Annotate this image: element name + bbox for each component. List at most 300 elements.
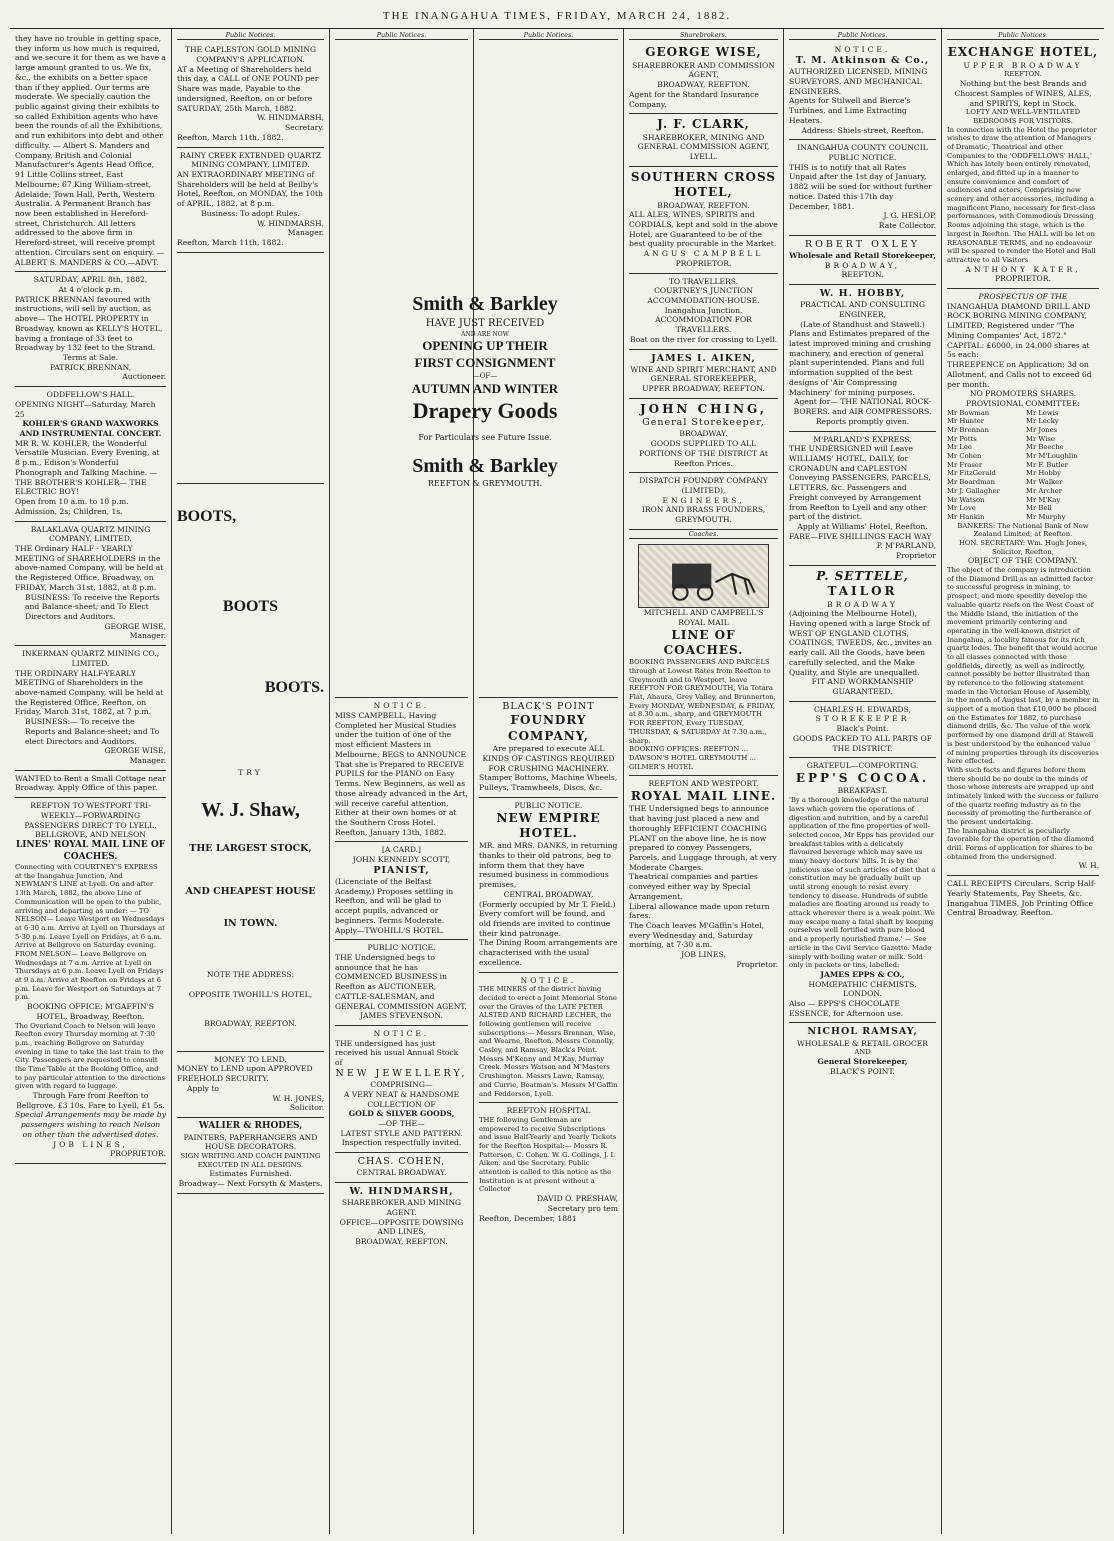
ching-ad: [629, 399, 778, 473]
boat: Boat on the river for crossing to Lyell.: [629, 334, 778, 344]
committee-member: Mr Love: [947, 504, 976, 513]
epps-body: 'By a thorough knowledge of the natural laws which govern the operations of digestion and nutrition, and by a careful application of the fine properties of well-selected cocoa, Mr Epps has provided our breakfast tables with a delicately flavoured beverage which may save us many heavy doctors' bills. It is by the judicious use of such articles of diet that a constitution may be gradually built up until strong enough to resist every tendency to disease. Hundreds of subtle maladies are floating around us ready to attack wherever there is a weak point. We may escape many a fatal shaft by keeping ourselves well fortified with pure blood and a properly nourished frame.' — See article in the Civil Service Gazette. Made simply with boiling water or milk. Sold only in packets or tins, labelled:: [789, 796, 936, 970]
money-body: MONEY to LEND upon APPROVED FREEHOLD SECURITY.: [177, 1064, 313, 1084]
committee-member: Mr Brennan: [947, 426, 989, 435]
express-ad: [789, 432, 936, 566]
sc-address: BROADWAY, REEFTON.: [657, 200, 750, 210]
hobby-reports: Reports promptly given.: [815, 416, 910, 426]
rainy-title: RAINY CREEK EXTENDED QUARTZ MINING COMPANY, LIMITED.: [179, 150, 322, 170]
exchange-sign: ANTHONY KATER,: [965, 264, 1081, 274]
committee-member: Mr Hunter: [947, 417, 985, 426]
edwards-sub: STOREKEEPER: [815, 714, 910, 724]
hospital-sign: DAVID O. PRESHAW,: [536, 1194, 618, 1204]
hobby-agent: Agent for— THE NATIONAL ROCK-BORERS. and AIR COMPRESSORS.: [793, 397, 932, 417]
balaklava-body: THE Ordinary HALF - YEARLY MEETING of SHAREHOLDERS in the above-named Company, will be held at the Registered Office, Broadway, on FRIDAY, March 31st, 1882, at 8 p.m.: [15, 543, 164, 592]
rml-sign: JOB LINES,: [681, 950, 726, 960]
wise-agent: Agent for the Standard Insurance Company.: [629, 89, 759, 109]
royal-mail-ad: [629, 776, 778, 973]
money-apply: Apply to: [187, 1083, 219, 1093]
cohen-ad: [335, 1153, 468, 1183]
exhibition-notice: they have no trouble in getting space, they inform us how much is required, and we secure it for them as we have a large amount granted to us. We fix, &c., the exhibits on a better space than if they applied. Our terms are moderate. We specially caution the public against giving their exhibits to so called Exhibition agents who have been the rounds of all the Exhibitions, and run exhibitors into debt and other difficulty. — Albert S. Manders and Company, British and Colonial Manufacturer's Agents Head Office, 91 Little Collins street, East Melbourne; 67 King William-street, Adelaide; Town Hall, Perth, Western Australia. A Permanent Branch has now been established in Hereford-street, Christchurch. All letters addressed to the above firm in Hereford-street, will receive prompt attention. Circulars sent on enquiry. —ALBERT S. MANDERS & CO.—ADVT.: [15, 31, 166, 272]
committee-member: Mr F. Butler: [1026, 460, 1068, 469]
empire-ad: [479, 798, 618, 973]
balaklava-title: BALAKLAVA QUARTZ MINING COMPANY, LIMITED.: [30, 524, 151, 544]
column-7: [942, 29, 1104, 1534]
dispatch-iron: IRON AND BRASS FOUNDERS,: [641, 505, 766, 515]
smith-barkley-ad: [335, 292, 635, 489]
wise-address: BROADWAY, REEFTON.: [657, 80, 750, 90]
boots-2: BOOTS: [222, 598, 279, 616]
mc-booking: BOOKING OFFICES: REEFTON ... DAWSON'S HOTEL GREYMOUTH ... GILMER'S HOTEL: [629, 745, 756, 771]
clark-body: SHAREBROKER, MINING AND GENERAL COMMISSION AGENT,: [637, 132, 770, 152]
travellers: TO TRAVELLERS.: [668, 276, 739, 286]
westport-heading: REEFTON TO WESTPORT TRI-WEEKLY—FORWARDING PASSENGERS DIRECT TO LYELL, BELLGROVE, AND NELSON: [24, 801, 157, 840]
rainy-creek-ad: [177, 148, 324, 253]
sb-line-3: OPENING UP THEIR: [422, 338, 548, 354]
exchange-title: EXCHANGE HOTEL,: [947, 45, 1099, 60]
section-header: Public Notices.: [479, 31, 618, 40]
hobby-body: PRACTICAL AND CONSULTING ENGINEER,: [799, 300, 926, 319]
council-ad: [789, 140, 936, 235]
committee-member: Mr Bell: [1026, 504, 1052, 513]
jewel-b4: —OF THE—: [378, 1118, 425, 1128]
prospectus-ad: [947, 289, 1099, 876]
scott-body: (Licenciate of the Belfast Academy,) Proposes settling in Reefton, and will be glad to accept pupils, advanced or beginners. Terms Moderate. Apply—TWOHILL'S HOTEL.: [335, 876, 454, 935]
tailor: TAILOR: [827, 584, 898, 599]
exchange-role: PROPRIETOR.: [995, 274, 1051, 284]
sb-line-1: HAVE JUST RECEIVED: [425, 317, 545, 329]
aiken-name: JAMES I. AIKEN,: [651, 352, 756, 364]
walier-estimates: Estimates Furnished.: [209, 1169, 292, 1179]
edwards-ad: [789, 702, 936, 759]
column-2: [172, 29, 330, 1534]
hind-name: W. HINDMARSH,: [349, 1185, 454, 1197]
miners-body: THE MINERS of the district having decided to erect a Joint Memorial Stone over the Graves of the LATE PETER ALSTED AND RICHARD LECHER, the following gentlemen will receive subscriptions:— Messrs Brennan, Wise, and Wearne, Reefton. Messrs Connolly, Casley, and Ramsay, Black's Point. Messrs M'Kenny and M'Kay, Murray Creek. Messrs Watson and M'Masters Crushington. Messrs Lawn, Ramsay, and Currie, Boatman's. Messrs M'Gaffin and Fedderson, Lyell.: [479, 985, 618, 1098]
committee-member: Mr Walker: [1026, 478, 1063, 487]
scott-ad: [335, 842, 468, 940]
largest-stock: THE LARGEST STOCK,: [189, 843, 312, 855]
column-6: [784, 29, 942, 1534]
committee-member: Mr Murphy: [1026, 512, 1066, 521]
comfort: Every comfort will be found, and old friends are invited to continue their kind patronage.: [479, 909, 611, 938]
danks-body: MR. and MRS. DANKS, in returning thanks to their old patrons, beg to inform them that they have resumed business in commodious premises,: [479, 841, 618, 890]
walier-body: PAINTERS, PAPERHANGERS AND HOUSE DECORATORS.: [183, 1132, 318, 1152]
aiken-ad: [629, 350, 778, 399]
column-1: [10, 29, 172, 1534]
campbell-ad: [335, 698, 468, 842]
hospital-ad: [479, 1103, 618, 1227]
sb-line-2: AND ARE NOW: [461, 330, 509, 338]
epps-title: EPP'S COCOA.: [795, 771, 930, 786]
bp-items: Stamper Bottoms, Machine Wheels, Pulleys, Tramwheels, Discs, &c.: [479, 773, 618, 793]
masthead: THE INANGAHUA TIMES, FRIDAY, MARCH 24, 1882.: [10, 6, 1104, 29]
ching-sub: General Storekeeper,: [642, 417, 765, 429]
committee-member: Mr M'Kay: [1026, 495, 1061, 504]
no-promoters: NO PROMOTERS SHARES.: [969, 389, 1077, 399]
grateful: GRATEFUL—COMFORTING.: [806, 761, 919, 771]
mc-line: LINE OF COACHES.: [663, 627, 744, 657]
courtney-ad: [629, 274, 778, 350]
col4-notices: [479, 697, 618, 1227]
sb-name-2: Smith & Barkley: [412, 454, 558, 477]
inkerman-role: Manager.: [129, 756, 166, 766]
atk-name: T. M. Atkinson & Co.,: [795, 55, 930, 67]
mc-sub: ROYAL MAIL: [678, 617, 729, 627]
dispatch-ad: [629, 473, 778, 530]
clark-name: J. F. CLARK,: [657, 117, 750, 132]
accommodation: ACCOMMODATION FOR TRAVELLERS.: [655, 315, 752, 335]
memorial-ad: [479, 973, 618, 1104]
coaches-header: Coaches.: [629, 530, 778, 539]
dispatch-engineers: ENGINEERS,: [662, 495, 745, 505]
committee-member: Mr Lewis: [1026, 408, 1059, 417]
column-4: [474, 29, 624, 1534]
coach-icon: [639, 545, 767, 607]
hotel-sale-ad: [15, 272, 166, 387]
exchange-hall: In connection with the Hotel the proprietor wishes to draw the attention of Managers of Dramatic, Theatrical and other Companies to the 'ODDFELLOWS' HALL,' Which has lately been entirely renovated, enlarged, and fitted up in a manner to ensure convenience and comfort of audiences and actors, Comprising new scenery and other accessories, including a magnificent Piano, necessary for first-class performances, with Commodious Dressing Rooms adjoining the stage, which is the largest in Reefton. The HALL will be let on REASONABLE TERMS, and no endeavour will be spared to render the Hotel and Hall attractive to all Visitors: [947, 125, 1097, 264]
object-body: The object of the company is introduction of the Diamond Drill as an admitted factor to successful progress in mining, to prospect, and more speedily develop the valuable quartz reefs on the West Coast of the Middle Island, the initiation of the movement primarily centering and operating in the well-known district of Inangahua, a locality famous for its rich quartz lodes. The benefit that would accrue to all classes connected with those goldfields, directly, as well as indirectly, cannot possibly be better illustrated than by reference to the following statement made in the Victorian House of Assembly, in the month of August last, by a member in support of a motion that £10,000 be placed on the Estimates for 1882, to purchase diamond drills, &c. The value of the work performed by one diamond drill at Stawell is best understood by the enhanced value of mining properties through its discoveries here effected.: [947, 566, 1099, 766]
exchange-rooms: LOFTY AND WELL-VENTILATED BEDROOMS FOR VISITORS.: [965, 108, 1081, 125]
walier-address: Broadway— Next Forsyth & Masters.: [178, 1179, 323, 1189]
prospectus-title: PROSPECTUS OF THE: [978, 292, 1068, 302]
cohen-name: CHAS. COHEN,: [357, 1156, 446, 1168]
ching-name: JOHN CHING,: [639, 401, 768, 416]
aiken-body: WINE AND SPIRIT MERCHANT, AND GENERAL STOREKEEPER,: [630, 364, 777, 384]
call-body: Inangahua TIMES, Job Printing Office: [947, 898, 1093, 908]
note-address: NOTE THE ADDRESS:: [206, 969, 295, 979]
sc-role: PROPRIETOR.: [675, 258, 732, 268]
walier-title: WALIER & RHODES,: [198, 1121, 303, 1131]
kohler-open: Open from 10 a.m. to 10 p.m. Admission, 2s; Children, 1s.: [15, 497, 129, 516]
call-title: CALL RECEIPTS Circulars, Scrip Half-Yearly Statements, Pay Sheets, &c.: [947, 879, 1096, 898]
walier-ad: [177, 1118, 324, 1194]
hall-title: ODDFELLOW'S HALL.: [46, 390, 135, 400]
council-sub: PUBLIC NOTICE.: [828, 152, 897, 162]
blacks-point-ad: [479, 698, 618, 797]
bp-body: Are prepared to execute ALL KINDS OF CASTINGS REQUIRED FOR CRUSHING MACHINERY.: [482, 744, 615, 773]
section-header: Public Notices.: [789, 31, 936, 40]
inkerman-sign: GEORGE WISE,: [104, 746, 166, 756]
wise-name: GEORGE WISE,: [645, 45, 762, 60]
ramsay-and: AND: [854, 1048, 871, 1057]
rml-role: Proprietor.: [736, 959, 778, 969]
oxley-ad: [789, 236, 936, 285]
rml-body: THE Undersigned begs to announce that having just placed a new and thoroughly EFFICIENT COACHING PLANT on the above line, he is now prepared to convey Passengers, Parcels, and Luggage through, at very Moderate Charges.: [629, 804, 777, 872]
walier-sign: SIGN WRITING AND COACH PAINTING EXECUTED IN ALL DESIGNS.: [180, 1151, 321, 1169]
tailor-address: BROADWAY: [827, 599, 898, 609]
clark-ad: [629, 114, 778, 167]
sale-sign: PATRICK BRENNAN,: [49, 362, 132, 372]
express-fare: FARE—FIVE SHILLINGS EACH WAY: [789, 531, 932, 541]
bankers: BANKERS: The National Bank of New Zealand Limited, at Reefton.: [957, 521, 1089, 539]
atk-notice: NOTICE.: [834, 45, 891, 55]
money-role: Solicitor.: [289, 1103, 324, 1113]
object-more: With such facts and figures before them there should be no doubt in the minds of those whose interests are wrapped up and intimately linked with the success or failure of the quartz reefing industry as to the necessity of promoting the furtherance of the present undertaking.: [947, 765, 1099, 827]
committee-member: Mr Hobby: [1026, 469, 1061, 478]
jewel-b6: Inspection respectfully invited.: [341, 1138, 462, 1148]
boots-3: BOOTS.: [264, 678, 324, 696]
balaklava-sign: GEORGE WISE,: [104, 621, 166, 631]
hospital-body: THE following Gentleman are empowered to receive Subscriptions and issue Half-Yearly and Yearly Tickets for the Reefton Hospital:— Messrs R. Patterson, C. Cohen. W. G. Collings, J. I. Aiken. and the Secretary. Public attention is called to this notice as the Institution is at present without a Collector: [479, 1115, 617, 1194]
try: TRY: [238, 768, 263, 778]
jewel-b1: COMPRISING—: [370, 1080, 433, 1090]
sale-role: Auctioneer.: [122, 372, 166, 382]
sb-line-4: FIRST CONSIGNMENT: [414, 355, 556, 370]
edwards-name: CHARLES H. EDWARDS,: [814, 704, 911, 714]
balaklava-ad: [15, 522, 166, 647]
council-body: THIS is to notify that all Rates Unpaid after the 1st day of January, 1882 will be sued for without further notice. Dated this 17th day December, 1881.: [789, 162, 932, 211]
central-broadway: CENTRAL BROADWAY,: [503, 889, 594, 899]
in-town: IN TOWN.: [223, 917, 278, 929]
hospital-date: Reefton, December, 1881: [479, 1213, 577, 1223]
shaw-boots-ad: [177, 483, 324, 1052]
card: [A CARD.]: [381, 845, 422, 855]
lines-role: PROPRIETOR.: [110, 1149, 166, 1159]
ramsay-general: General Storekeeper,: [817, 1057, 908, 1067]
inkerman-body: THE ORDINARY HALF-YEARLY MEETING of Shareholders in the above-named Company, will be held at the Registered Office, Reefton, on Friday, March 31st, 1882, at 7 p.m.: [15, 668, 164, 717]
balaklava-business: BUSINESS: To receive the Reports and Balance-sheet; and To Elect Directors and Auditors.: [25, 592, 160, 621]
bp-title: BLACK'S POINT: [502, 701, 595, 713]
sb-line-8: For Particulars see Future Issue.: [418, 433, 552, 443]
council-sign: J. G. HESLOP,: [883, 211, 936, 221]
sale-date: SATURDAY, APRIL 8th, 1882,: [33, 275, 148, 285]
cohen-address: CENTRAL BROADWAY.: [356, 1168, 447, 1178]
committee-list: [947, 409, 1099, 522]
coach-illustration: [638, 544, 768, 608]
capleston-ad: [177, 42, 324, 147]
hind-address: BROADWAY, REEFTON.: [355, 1237, 448, 1246]
boots-1: BOOTS,: [177, 507, 237, 525]
stevenson-sign: JAMES STEVENSON.: [360, 1011, 443, 1021]
rainy-business: Business: To adopt Rules.: [201, 208, 300, 218]
epps-chemists: HOMŒPATHIC CHEMISTS,: [808, 979, 917, 989]
ramsay-ad: [789, 1023, 936, 1080]
balaklava-role: Manager.: [129, 631, 166, 641]
dispatch-title: DISPATCH FOUNDRY COMPANY (LIMITED),: [639, 476, 768, 495]
edwards-goods: GOODS PACKED TO ALL PARTS OF THE DISTRICT.: [793, 733, 932, 753]
lines-title: LINES' ROYAL MAIL LINE OF COACHES.: [15, 840, 166, 862]
committee-member: Mr Wise: [1026, 434, 1055, 443]
oxley-sub: Wholesale and Retail Storekeeper,: [789, 250, 936, 260]
capleston-role: Secretary.: [285, 123, 324, 133]
threepence: THREEPENCE on Application; 3d on Allotment, and Calls not to exceed 6d per month.: [947, 360, 1092, 389]
section-header: Public Notices.: [335, 31, 468, 40]
committee-member: Mr M'Loughlin: [1026, 452, 1078, 461]
jewel-b2: A VERY NEAT & HANDSOME COLLECTION OF: [343, 1089, 460, 1109]
hobby-name: W. H. HOBBY,: [819, 288, 906, 299]
special-arrangements: Special Arrangements may be made by passengers wishing to reach Nelson on other than the advertised dates.: [15, 1110, 166, 1139]
inkerman-ad: [15, 646, 166, 771]
smith-barkley-left: [335, 42, 559, 697]
hospital-role: Secretary pro tem: [547, 1203, 618, 1213]
exchange-ad: [947, 42, 1099, 289]
inkerman-business: BUSINESS:— To receive the Reports and Balance-sheet; and To elect Directors and Auditors.: [25, 717, 160, 746]
dispatch-location: GREYMOUTH.: [675, 515, 732, 525]
empire-public: PUBLIC NOTICE.: [514, 800, 583, 810]
spacer: [177, 253, 324, 483]
hobby-late: (Late of Standhust and Stawell.): [800, 319, 925, 329]
committee-member: Mr Cohen: [947, 452, 982, 461]
theatre: Theatrical companies and parties conveyed either way by Special Arrangement.: [629, 872, 758, 901]
committee-member: Mr Beeche: [1026, 443, 1064, 452]
council-role: Rate Collector.: [878, 220, 936, 230]
atk-body: AUTHORIZED LICENSED, MINING SURVEYORS, AND MECHANICAL ENGINEERS.: [789, 67, 928, 96]
stevenson-ad: [335, 940, 468, 1026]
lines-sign: JOB LINES,: [53, 1139, 128, 1149]
oxley-address: BROADWAY,: [824, 260, 901, 270]
committee-member: Mr Archer: [1026, 486, 1062, 495]
section-header: Public Notices.: [947, 31, 1099, 40]
pianist: PIANIST,: [373, 864, 430, 876]
mc-title: MITCHELL AND CAMPBELL'S: [643, 608, 764, 618]
mgaffin: The Coach leaves M'Gaffin's Hotel, every Wednesday and, Saturday morning, at 7·30 a.m.: [629, 920, 765, 950]
committee-member: Mr J. Gallagher: [947, 486, 1000, 495]
junction: Inangahua Junction.: [664, 305, 743, 315]
notice-title: NOTICE.: [373, 701, 430, 711]
rml-title: ROYAL MAIL LINE.: [630, 788, 777, 803]
ching-body: GOODS SUPPLIED TO ALL PORTIONS OF THE DISTRICT At Reefton Prices.: [639, 439, 768, 468]
express-sign: P. M'PARLAND,: [876, 541, 936, 551]
wise-ad: [629, 42, 778, 114]
object-title: OBJECT OF THE COMPANY.: [967, 556, 1079, 566]
memorial-notice: NOTICE.: [520, 975, 577, 985]
column-5: [624, 29, 784, 1534]
col3-notices: [335, 697, 468, 1250]
overland-notice: The Overland Coach to Nelson will leave Reefton every Thursday morning at 7·30 p.m., reaching Bellgrove on Saturday evening in time to take the last train to the City. Passengers are requested to consult the Time Table at the Booking Office, and to pay particular attention to the directions given with regard to luggage.: [15, 1021, 165, 1091]
section-header: Public Notices.: [177, 31, 324, 40]
capleston-date: Reefton, March 11th, 1882.: [177, 132, 284, 142]
sc-body: ALL ALES, WINES, SPIRITS and CORDIALS, kept and sold in the above Hotel, are Guaranteed to be of the best quality procurable in the Market.: [629, 210, 778, 249]
oxley-location: REEFTON.: [841, 270, 884, 280]
rainy-sign: W. HINDMARSH,: [257, 218, 324, 228]
money-ad: [177, 1052, 324, 1118]
object-end: The Inangahua district is peculiarly favorable for the operation of the diamond drill. Forms of application for shares to be obtained from the undersigned.: [947, 826, 1095, 861]
columns: [10, 29, 1104, 1534]
atk-address: Address: Shiels-street, Reefton.: [801, 125, 924, 135]
field: (Formerly occupied by Mr T. Field.): [479, 899, 616, 909]
call-receipts-ad: [947, 876, 1099, 922]
atk-agent: Agents for Stilwell and Bierce's Turbines, and Lime Extracting Heaters.: [789, 96, 911, 125]
ramsay-name: NICHOL RAMSAY,: [807, 1026, 918, 1038]
exchange-location: REEFTON.: [1004, 70, 1042, 79]
express-role: Proprietor: [896, 551, 936, 561]
kohler-ad: [15, 387, 166, 521]
wise-body: SHAREBROKER AND COMMISSION AGENT,: [632, 60, 775, 80]
mc-body: BOOKING PASSENGERS AND PARCELS through at Lowest Rates from Reefton to Greymouth and to Westport, leave REEFTON FOR GREYMOUTH, Via Totara Flat, Ahaura, Grey Valley, and Brunnerton, Every MONDAY, WEDNESDAY, & FRIDAY, at 8.30 a.m., sharp, and GREYMOUTH FOR REEFTON, Every TUESDAY, THURSDAY, & SATURDAY At 7.30 a.m., sharp.: [629, 658, 776, 745]
committee-member: Mr Hankin: [947, 512, 985, 521]
jewel-b3: GOLD & SILVER GOODS,: [348, 1109, 455, 1119]
jewellery-ad: [335, 1026, 468, 1153]
empire-title: NEW EMPIRE HOTEL.: [496, 810, 601, 840]
sale-body: PATRICK BRENNAN favoured with instructions, will sell by auction, as above— The HOTEL PROPERTY in Broadway, known as KELLY'S HOTEL, having a frontage of 33 feet to Broadway by 132 feet to the Strand.: [15, 294, 163, 353]
sb-line-6: AUTUMN AND WINTER: [411, 380, 559, 396]
epps-company: JAMES EPPS & CO.,: [820, 969, 905, 979]
shaw-name: W. J. Shaw,: [201, 798, 300, 821]
wanted-ad: WANTED to Rent a Small Cottage near Broadway. Apply Office of this paper.: [15, 771, 166, 798]
breakfast: BREAKFAST.: [837, 786, 888, 796]
inkerman-title: INKERMAN QUARTZ MINING CO., LIMITED.: [21, 649, 160, 668]
capital: CAPITAL: £6000, in 24,000 shares at 5s each:: [947, 340, 1090, 360]
shaw-broadway: BROADWAY, REEFTON.: [204, 1019, 297, 1029]
hindmarsh-ad: [335, 1183, 468, 1251]
clark-location: LYELL.: [689, 152, 718, 162]
lines-body: Connecting with COURTNEY'S EXPRESS at the Inangahua Junction, And NEWMAN'S LINE at Lyell. On and after 13th March, 1882, the above Line of Communication will be open to the public, arriving and departing as under: — TO NELSON— Leave Westport on Wednesdays at 6·30 a.m. Arrive at Lyell on Thursdays at 5·30 p.m. Leave Lyell on Fridays, at 6 a.m. Arrive at Bellgrove on Saturday evening. FROM NELSON— Leave Bellgrove on Wednesdays at 7 a.m. Arrive at Lyell on Thursdays at 6 p.m. Leave Lyell on Fridays at 9 a.m. Arrive at Reefton on Fridays at 6 p.m. Leave for Westport on Saturdays at 7 p.m.: [15, 863, 165, 1002]
courtney-title: COURTNEY'S JUNCTION ACCOMMODATION-HOUSE.: [647, 286, 760, 305]
epps-also: Also — EPPS'S CHOCOLATE ESSENCE, for Afternoon use.: [789, 999, 903, 1018]
public-notice: PUBLIC NOTICE.: [367, 943, 436, 953]
object-sign: W. H.: [1078, 861, 1099, 871]
money-sign: W. H. JONES,: [272, 1093, 324, 1103]
campbell-body: MISS CAMPBELL, Having Completed her Musical Studies under the tuition of one of the most efficient Masters in Melbourne, BEGS to ANNOUNCE That she is Prepared to RECEIVE PUPILS for the PIANO on Easy Terms. New Beginners, as well as those already advanced in the Art, will receive careful attention, Either at their own homes or at the Southern Cross Hotel. Reefton, January 13th, 1882.: [335, 711, 468, 837]
notice-2: NOTICE.: [373, 1029, 430, 1039]
liberal: Liberal allowance made upon return fares.: [629, 901, 770, 921]
council-title: INANGAHUA COUNTY COUNCIL: [797, 143, 928, 153]
committee-member: Mr Bowman: [947, 408, 990, 417]
jewel-title: NEW JEWELLERY,: [335, 1067, 468, 1079]
sb-line-5: —OF—: [472, 371, 498, 380]
lines-coach-ad: [15, 798, 166, 1164]
rainy-role: Manager.: [287, 228, 324, 238]
committee-member: Mr Boardman: [947, 478, 995, 487]
jewel-b5: LATEST STYLE AND PATTERN.: [340, 1128, 463, 1138]
fit: FIT AND WORKMANSHIP GUARANTEED.: [811, 677, 914, 697]
aiken-address: UPPER BROADWAY, REEFTON.: [642, 384, 765, 394]
opposite-hotel: OPPOSITE TWOHILL'S HOTEL,: [188, 989, 313, 999]
sc-title: SOUTHERN CROSS HOTEL,: [630, 169, 777, 200]
hind-body: SHAREBROKER AND MINING AGENT.: [341, 1198, 462, 1217]
express-title: M'PARLAND'S EXPRESS.: [813, 434, 912, 444]
settele-ad: [789, 566, 936, 702]
southern-cross-ad: [629, 167, 778, 274]
sb-location: REEFTON & GREYMOUTH.: [427, 479, 543, 489]
oxley-name: ROBERT OXLEY: [804, 238, 921, 250]
rw-title: REEFTON AND WESTPORT.: [648, 779, 759, 789]
sb-line-7: Drapery Goods: [412, 398, 558, 424]
capleston-title: THE CAPLESTON GOLD MINING COMPANY'S APPLICATION.: [184, 45, 317, 65]
tailor-body: (Adjoining the Melbourne Hotel), Having opened with a large Stock of WEST OF ENGLAND CLOTHS, COATINGS, TWEEDS, &c., invites an early call. All the Goods, have been carefully selected, and the Make Quality, and Style are unequalled.: [789, 609, 933, 677]
booking-office: BOOKING OFFICE: M'GAFFIN'S HOTEL, Broadway, Reefton.: [27, 1002, 154, 1021]
sale-time: At 4 o'clock p.m.: [58, 284, 123, 294]
prospectus-body: INANGAHUA DIAMOND DRILL AND ROCK BORING MINING COMPANY, LIMITED, Registered under "The Mining Companies' Act, 1872.": [947, 301, 1091, 340]
ramsay-body: WHOLESALE & RETAIL GROCER: [796, 1038, 929, 1048]
committee-member: Mr Jones: [1026, 426, 1058, 435]
hind-office: OFFICE—OPPOSITE DOWSING AND LINES,: [339, 1217, 464, 1237]
hobby-ad: [789, 285, 936, 432]
ramsay-location: BLACK'S POINT.: [830, 1066, 895, 1076]
settele-name: P. SETTELE,: [816, 568, 909, 583]
cheapest-house: AND CHEAPEST HOUSE: [185, 885, 316, 897]
committee-member: Mr Lee: [947, 443, 972, 452]
provisional: PROVISIONAL COMMITTEE:: [966, 398, 1080, 408]
scott-name: JOHN KENNEDY SCOTT,: [352, 855, 451, 865]
kohler-body: MR R. W. KOHLER, the Wonderful Versatile Musician. Every Evening, at 8 p.m., Edison's Wonderful Phonograph and Talking Machine. —THE BROTHER'S KOHLER— THE ELECTRIC BOY!: [15, 438, 160, 497]
atkinson-ad: [789, 42, 936, 140]
edwards-location: Black's Point.: [836, 724, 889, 734]
committee-member: Mr Lecky: [1026, 417, 1059, 426]
hobby-plans: Plans and Estimates prepared of the latest improved mining and crushing machinery, and erection of general plant superintended. Plans and full information supplied of the best designs of 'Air Compressing Machinery' for mining purposes.: [789, 329, 932, 397]
money-title: MONEY TO LEND.: [214, 1054, 287, 1064]
committee-member: Mr Potts: [947, 434, 977, 443]
call-address: Central Broadway, Reefton.: [947, 908, 1053, 918]
kohler-title: KOHLER'S GRAND WAXWORKS AND INSTRUMENTAL CONCERT.: [19, 419, 162, 439]
sb-name: Smith & Barkley: [412, 293, 558, 316]
express-apply: Apply at Williams' Hotel, Reefton.: [797, 521, 928, 531]
opening-night: OPENING NIGHT—Saturday, March 25: [15, 399, 156, 419]
epps-ad: [789, 758, 936, 1023]
hon-secretary: HON. SECRETARY: Wm. Hugh Jones, Solicitor, Reefton,: [958, 538, 1088, 556]
jewel-intro: THE undersigned has just received his usual Annual Stock of: [335, 1038, 459, 1068]
epps-location: LONDON.: [843, 989, 882, 999]
